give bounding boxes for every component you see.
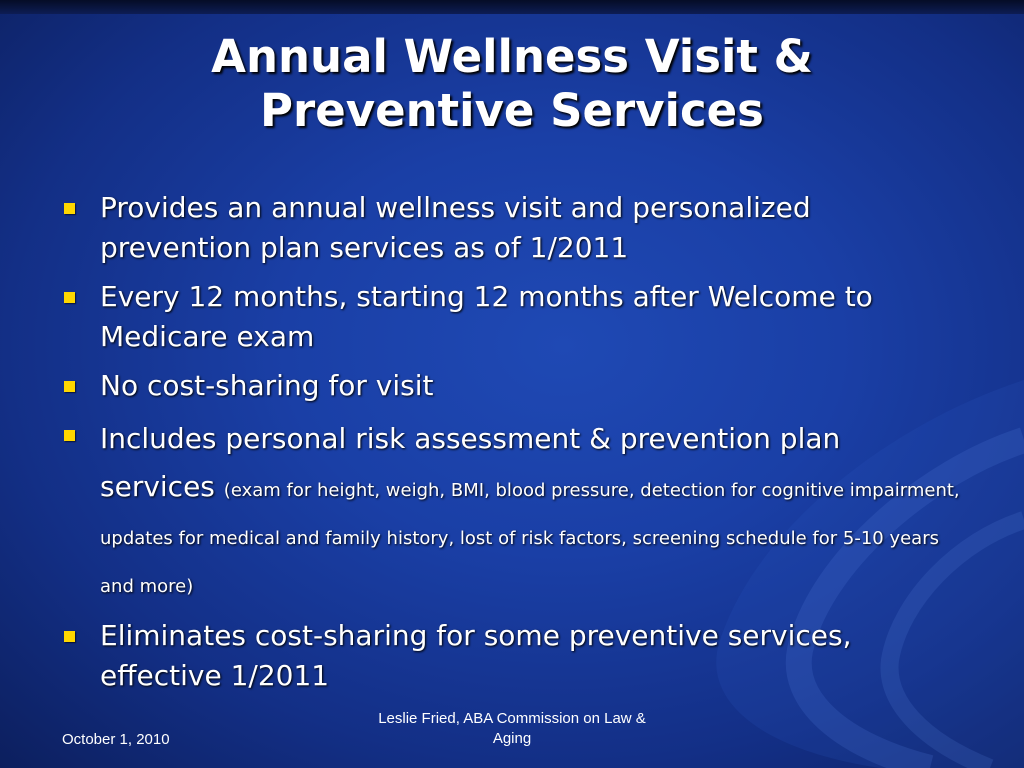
- bullet-text: No cost-sharing for visit: [100, 369, 434, 402]
- square-bullet-icon: [64, 381, 75, 392]
- bullet-item-3: [60, 366, 960, 406]
- square-bullet-icon: [64, 203, 75, 214]
- bullet-item-4: [60, 415, 960, 607]
- title-line-2: Preventive Services: [260, 84, 764, 137]
- bullet-text: Includes personal risk assessment & prevention plan services: [100, 422, 841, 503]
- square-bullet-icon: [64, 631, 75, 642]
- footer-date: October 1, 2010: [62, 731, 170, 748]
- footer-author: Leslie Fried, ABA Commission on Law & Aging: [378, 710, 646, 747]
- bullet-item-2: [60, 277, 960, 357]
- square-bullet-icon: [64, 430, 75, 441]
- bullet-text: Provides an annual wellness visit and personalized prevention plan services as of 1/2011: [100, 191, 811, 264]
- title-line-1: Annual Wellness Visit &: [211, 30, 813, 83]
- square-bullet-icon: [64, 292, 75, 303]
- bullet-subtext: (exam for height, weigh, BMI, blood pressure, detection for cognitive impairment, updates for medical and family history, lost of risk factors, screening schedule for 5-10 years and more): [100, 480, 960, 597]
- bullet-item-5: [60, 616, 960, 696]
- bullet-text: Every 12 months, starting 12 months after Welcome to Medicare exam: [100, 280, 873, 353]
- bullet-text: Eliminates cost-sharing for some preventive services, effective 1/2011: [100, 619, 852, 692]
- bullet-list: [60, 188, 960, 705]
- bullet-item-1: [60, 188, 960, 268]
- slide-title: [0, 30, 1024, 138]
